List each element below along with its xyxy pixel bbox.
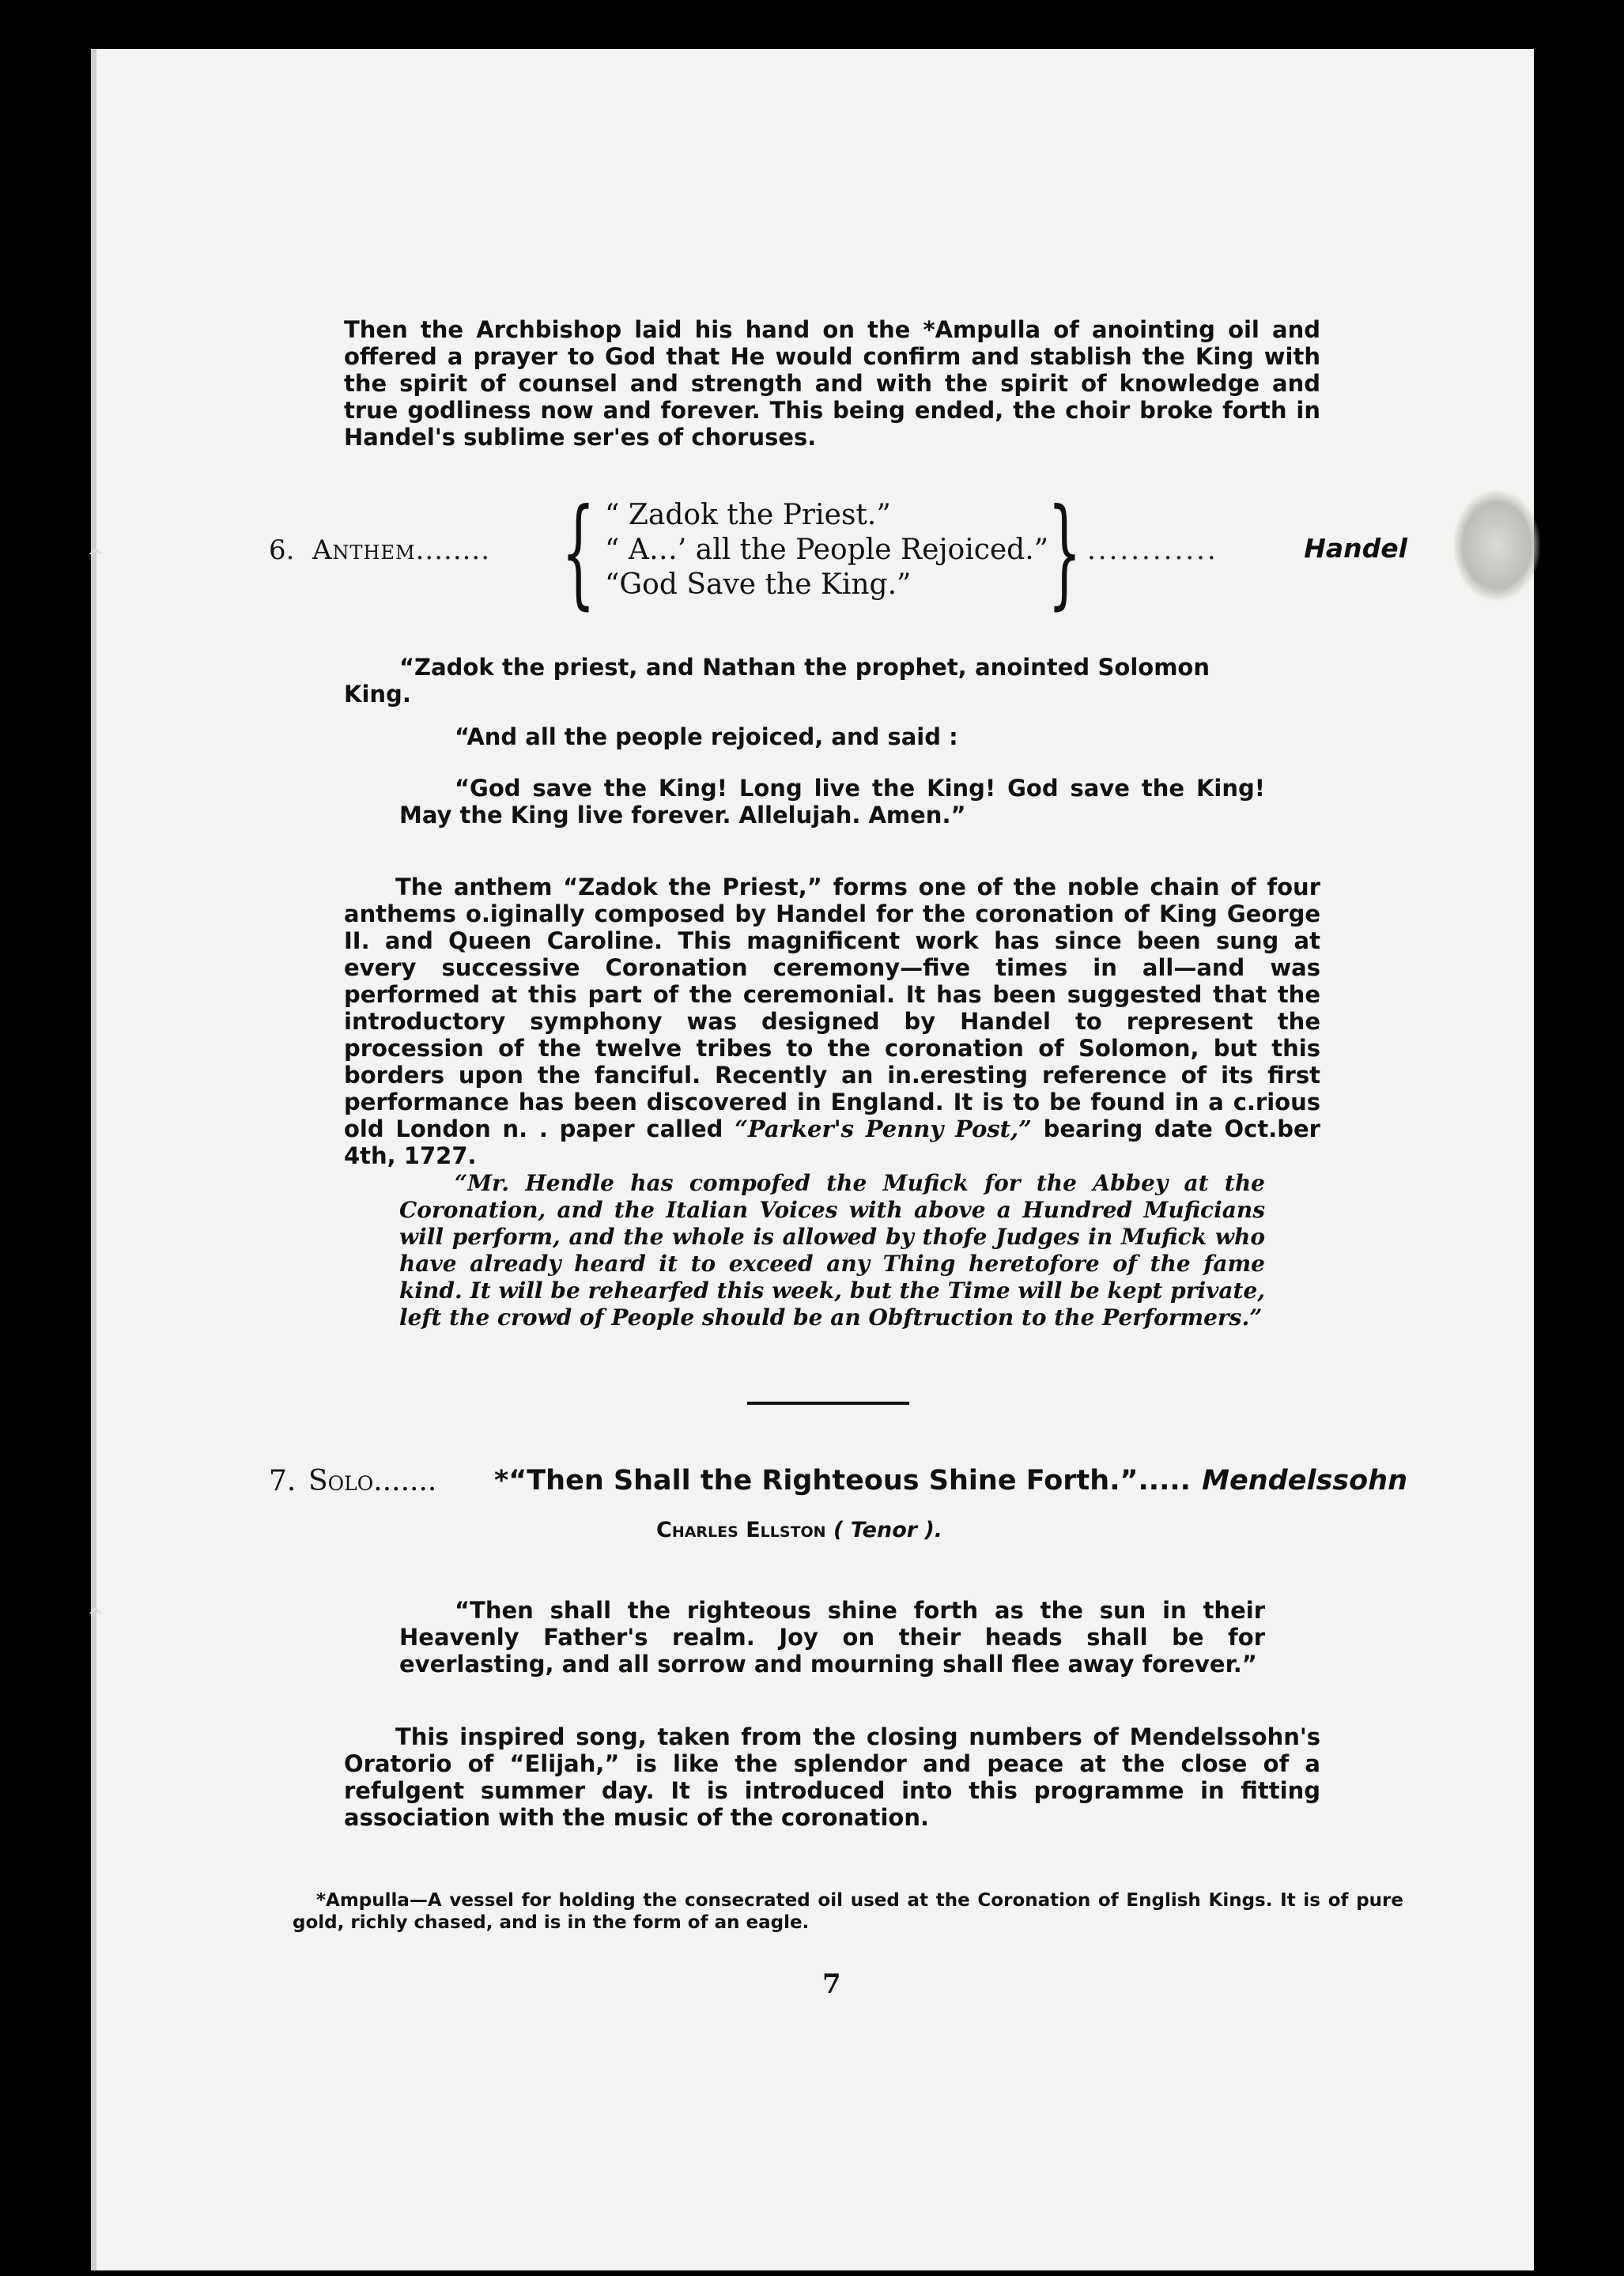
left-brace: { (561, 484, 595, 621)
solo-composer: Mendelssohn (1202, 1465, 1407, 1497)
solo-label: Solo....... (308, 1465, 437, 1497)
margin-mark: ^ (87, 1605, 104, 1629)
intro-paragraph: Then the Archbishop laid his hand on the *Ampulla of anointing oil and offered a prayer to God that He would confirm and stablish the King with the spirit of counsel and strength and with the spirit of knowledge and true godliness now and forever. This being ended, the choir broke forth in Handel's sublime ser'es of choruses. (344, 316, 1320, 451)
anthem-title: “God Save the King.” (605, 568, 912, 601)
solo-title: *“Then Shall the Righteous Shine Forth.”..... (494, 1465, 1191, 1497)
solo-commentary: This inspired song, taken from the closing numbers of Mendelssohn's Oratorio of “Elijah,” is like the splendor and peace at the close of a refulgent summer day. It is introduced into this programme in fitting association with the music of the coronation. (344, 1723, 1320, 1831)
commentary-end: bearing date Oct.ber 4th, 1727. (344, 1115, 1320, 1169)
footnote: *Ampulla—A vessel for holding the consecrated oil used at the Coronation of English Kings. It is of pure gold, richly chased, and is in the form of an eagle. (293, 1890, 1403, 1933)
solo-heading (269, 1465, 1407, 1504)
leader-dots: ............ (1087, 534, 1218, 566)
anthem-lyric: “And all the people rejoiced, and said : (455, 723, 958, 750)
right-brace: } (1048, 484, 1082, 621)
page-edge (91, 49, 96, 2270)
anthem-lyric: “God save the King! Long live the King! God save the King! May the King live forever. Allelujah. Amen.” (399, 775, 1265, 828)
performer-role: ( Tenor ). (833, 1518, 943, 1542)
commentary-text: The anthem “Zadok the Priest,” forms one of the noble chain of four anthems o.iginally composed by Handel for the coronation of King George II. and Queen Caroline. This magnificent work has since been sung at every successive Coronation ceremony—five times in all—and was performed at this part of the ceremonial. It has been suggested that the introductory symphony was designed by Handel to represent the procession of the twelve tribes to the coronation of Solomon, but this borders upon the fanciful. Recently an in.eresting reference of its first performance has been discovered in England. It is to be found in a c.rious old London n. . paper called (344, 874, 1320, 1142)
anthem-title: “ A…’ all the People Rejoiced.” (605, 534, 1049, 566)
margin-mark: ^ (87, 545, 104, 569)
page-number: 7 (822, 1968, 841, 2000)
historic-quote: “Mr. Hendle has compofed the Mufick for the Abbey at the Coronation, and the Italian Voices with above a Hundred Muficians will perform, and the whole is allowed by thofe Judges in Mufick who have already heard it to exceed any Thing heretofore of the fame kind. It will be rehearfed this week, but the Time will be kept private, left the crowd of People should be an Obftruction to the Performers.” (399, 1170, 1265, 1330)
anthem-title: “ Zadok the Priest.” (605, 499, 891, 531)
paper-stain (1453, 490, 1540, 601)
anthem-heading (269, 484, 1407, 621)
solo-lyric: “Then shall the righteous shine forth as the sun in their Heavenly Father's realm. Joy on their heads shall be for everlasting, and all sorrow and mourning shall flee away forever.” (399, 1597, 1265, 1678)
anthem-composer: Handel (1304, 533, 1407, 564)
newspaper-title: “Parker's Penny Post,” (735, 1115, 1032, 1142)
performer (656, 1518, 942, 1542)
solo-number: 7. (269, 1465, 296, 1497)
anthem-number: 6. (269, 534, 295, 566)
section-divider (747, 1402, 909, 1405)
anthem-titles (605, 498, 1048, 602)
anthem-lyric: “Zadok the priest, and Nathan the prophet, anointed Solomon King. (344, 654, 1210, 708)
anthem-label: Anthem........ (312, 534, 491, 566)
anthem-commentary (344, 874, 1320, 1169)
performer-name: Charles Ellston (656, 1518, 826, 1542)
